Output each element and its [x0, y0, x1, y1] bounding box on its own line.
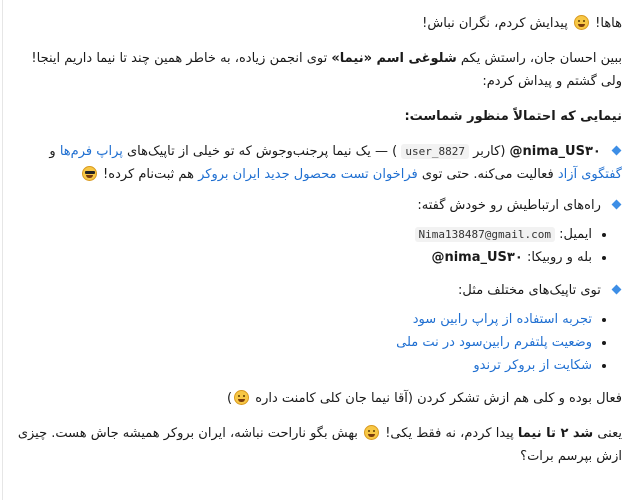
- rubika-handle: @nima_US۳۰: [431, 250, 523, 265]
- list-item: [8, 331, 592, 354]
- item1-text-2: و: [49, 144, 56, 159]
- blue-diamond-icon: [612, 285, 622, 295]
- heading-text: نیمایی که احتمالاً منظور شماست:: [404, 109, 622, 124]
- list-item: [8, 308, 592, 331]
- closing-text-1: یعنی: [597, 426, 622, 441]
- link-product-test-call[interactable]: فراخوان تست محصول جدید ایران بروکر: [198, 167, 418, 182]
- link-free-chat[interactable]: گفتگوی آزاد: [557, 167, 622, 182]
- user-paren-close: ): [392, 144, 398, 159]
- intro-paragraph: [8, 47, 622, 93]
- item1-text-3: فعالیت می‌کنه. حتی توی: [421, 167, 554, 182]
- result-item-2: [8, 194, 622, 217]
- closing-text-2: پیدا کردم، نه فقط یکی!: [385, 426, 514, 441]
- email-code: Nima138487@gmail.com: [415, 227, 555, 242]
- email-label: ایمیل:: [559, 227, 592, 242]
- topics-list: [8, 308, 622, 377]
- intro-bold: شلوغی اسم «نیما»: [331, 51, 457, 66]
- closing-text-3: بهش بگو ناراحت نباشه، ایران بروکر همیشه جاش هست. چیزی ازش بپرسم برات؟: [17, 426, 622, 464]
- active-text: فعال بوده و کلی هم ازش تشکر کردن (آقا نیما جان کلی کامنت داره: [255, 391, 622, 406]
- username-code: user_8827: [401, 144, 469, 159]
- grinning-face-icon: [364, 425, 379, 440]
- user-handle: @nima_US۳۰: [509, 144, 601, 159]
- rubika-label: بله و روبیکا:: [526, 250, 592, 265]
- closing-paragraph: [8, 422, 622, 468]
- active-close: ): [227, 391, 233, 406]
- topics-label: توی تاپیک‌های مختلف مثل:: [458, 283, 601, 298]
- item1-text-1: — یک نیما پرجنب‌وجوش که تو خیلی از تاپیک‌های: [127, 144, 388, 159]
- link-prop-forms[interactable]: پراپ فرم‌ها: [59, 144, 123, 159]
- blue-diamond-icon: [612, 200, 622, 210]
- sunglasses-face-icon: [82, 166, 97, 181]
- result-item-1: [8, 140, 622, 186]
- greeting-text-2: پیدایش کردم، نگران نباش!: [422, 16, 568, 31]
- active-paragraph: [8, 387, 622, 410]
- intro-text-2: توی انجمن زیاده، به خاطر همین چند تا نیما داریم اینجا! ولی گشتم و پیداش کردم:: [31, 51, 622, 89]
- closing-bold: شد ۲ تا نیما: [517, 426, 594, 441]
- topic-link-2[interactable]: وضعیت پلتفرم رابین‌سود در نت ملی: [396, 335, 592, 350]
- contact-list: [8, 223, 622, 269]
- user-paren-open: (کاربر: [473, 144, 506, 159]
- item1-text-4: هم ثبت‌نام کرده!: [103, 167, 194, 182]
- greeting-paragraph: [8, 12, 622, 35]
- result-item-3: [8, 279, 622, 302]
- topic-link-3[interactable]: شکایت از بروکر ترندو: [473, 358, 592, 373]
- section-heading: [8, 105, 622, 128]
- topic-link-1[interactable]: تجربه استفاده از پراپ رابین سود: [412, 312, 592, 327]
- grinning-face-icon: [574, 15, 589, 30]
- grinning-face-icon: [234, 390, 249, 405]
- list-item: [8, 246, 592, 269]
- contact-label: راه‌های ارتباطیش رو خودش گفته:: [417, 198, 601, 213]
- intro-text-1: ببین احسان جان، راستش یکم: [460, 51, 622, 66]
- list-item: [8, 354, 592, 377]
- greeting-text: هاها!: [595, 16, 622, 31]
- page-edge: [2, 0, 3, 500]
- blue-diamond-icon: [612, 146, 622, 156]
- list-item: [8, 223, 592, 246]
